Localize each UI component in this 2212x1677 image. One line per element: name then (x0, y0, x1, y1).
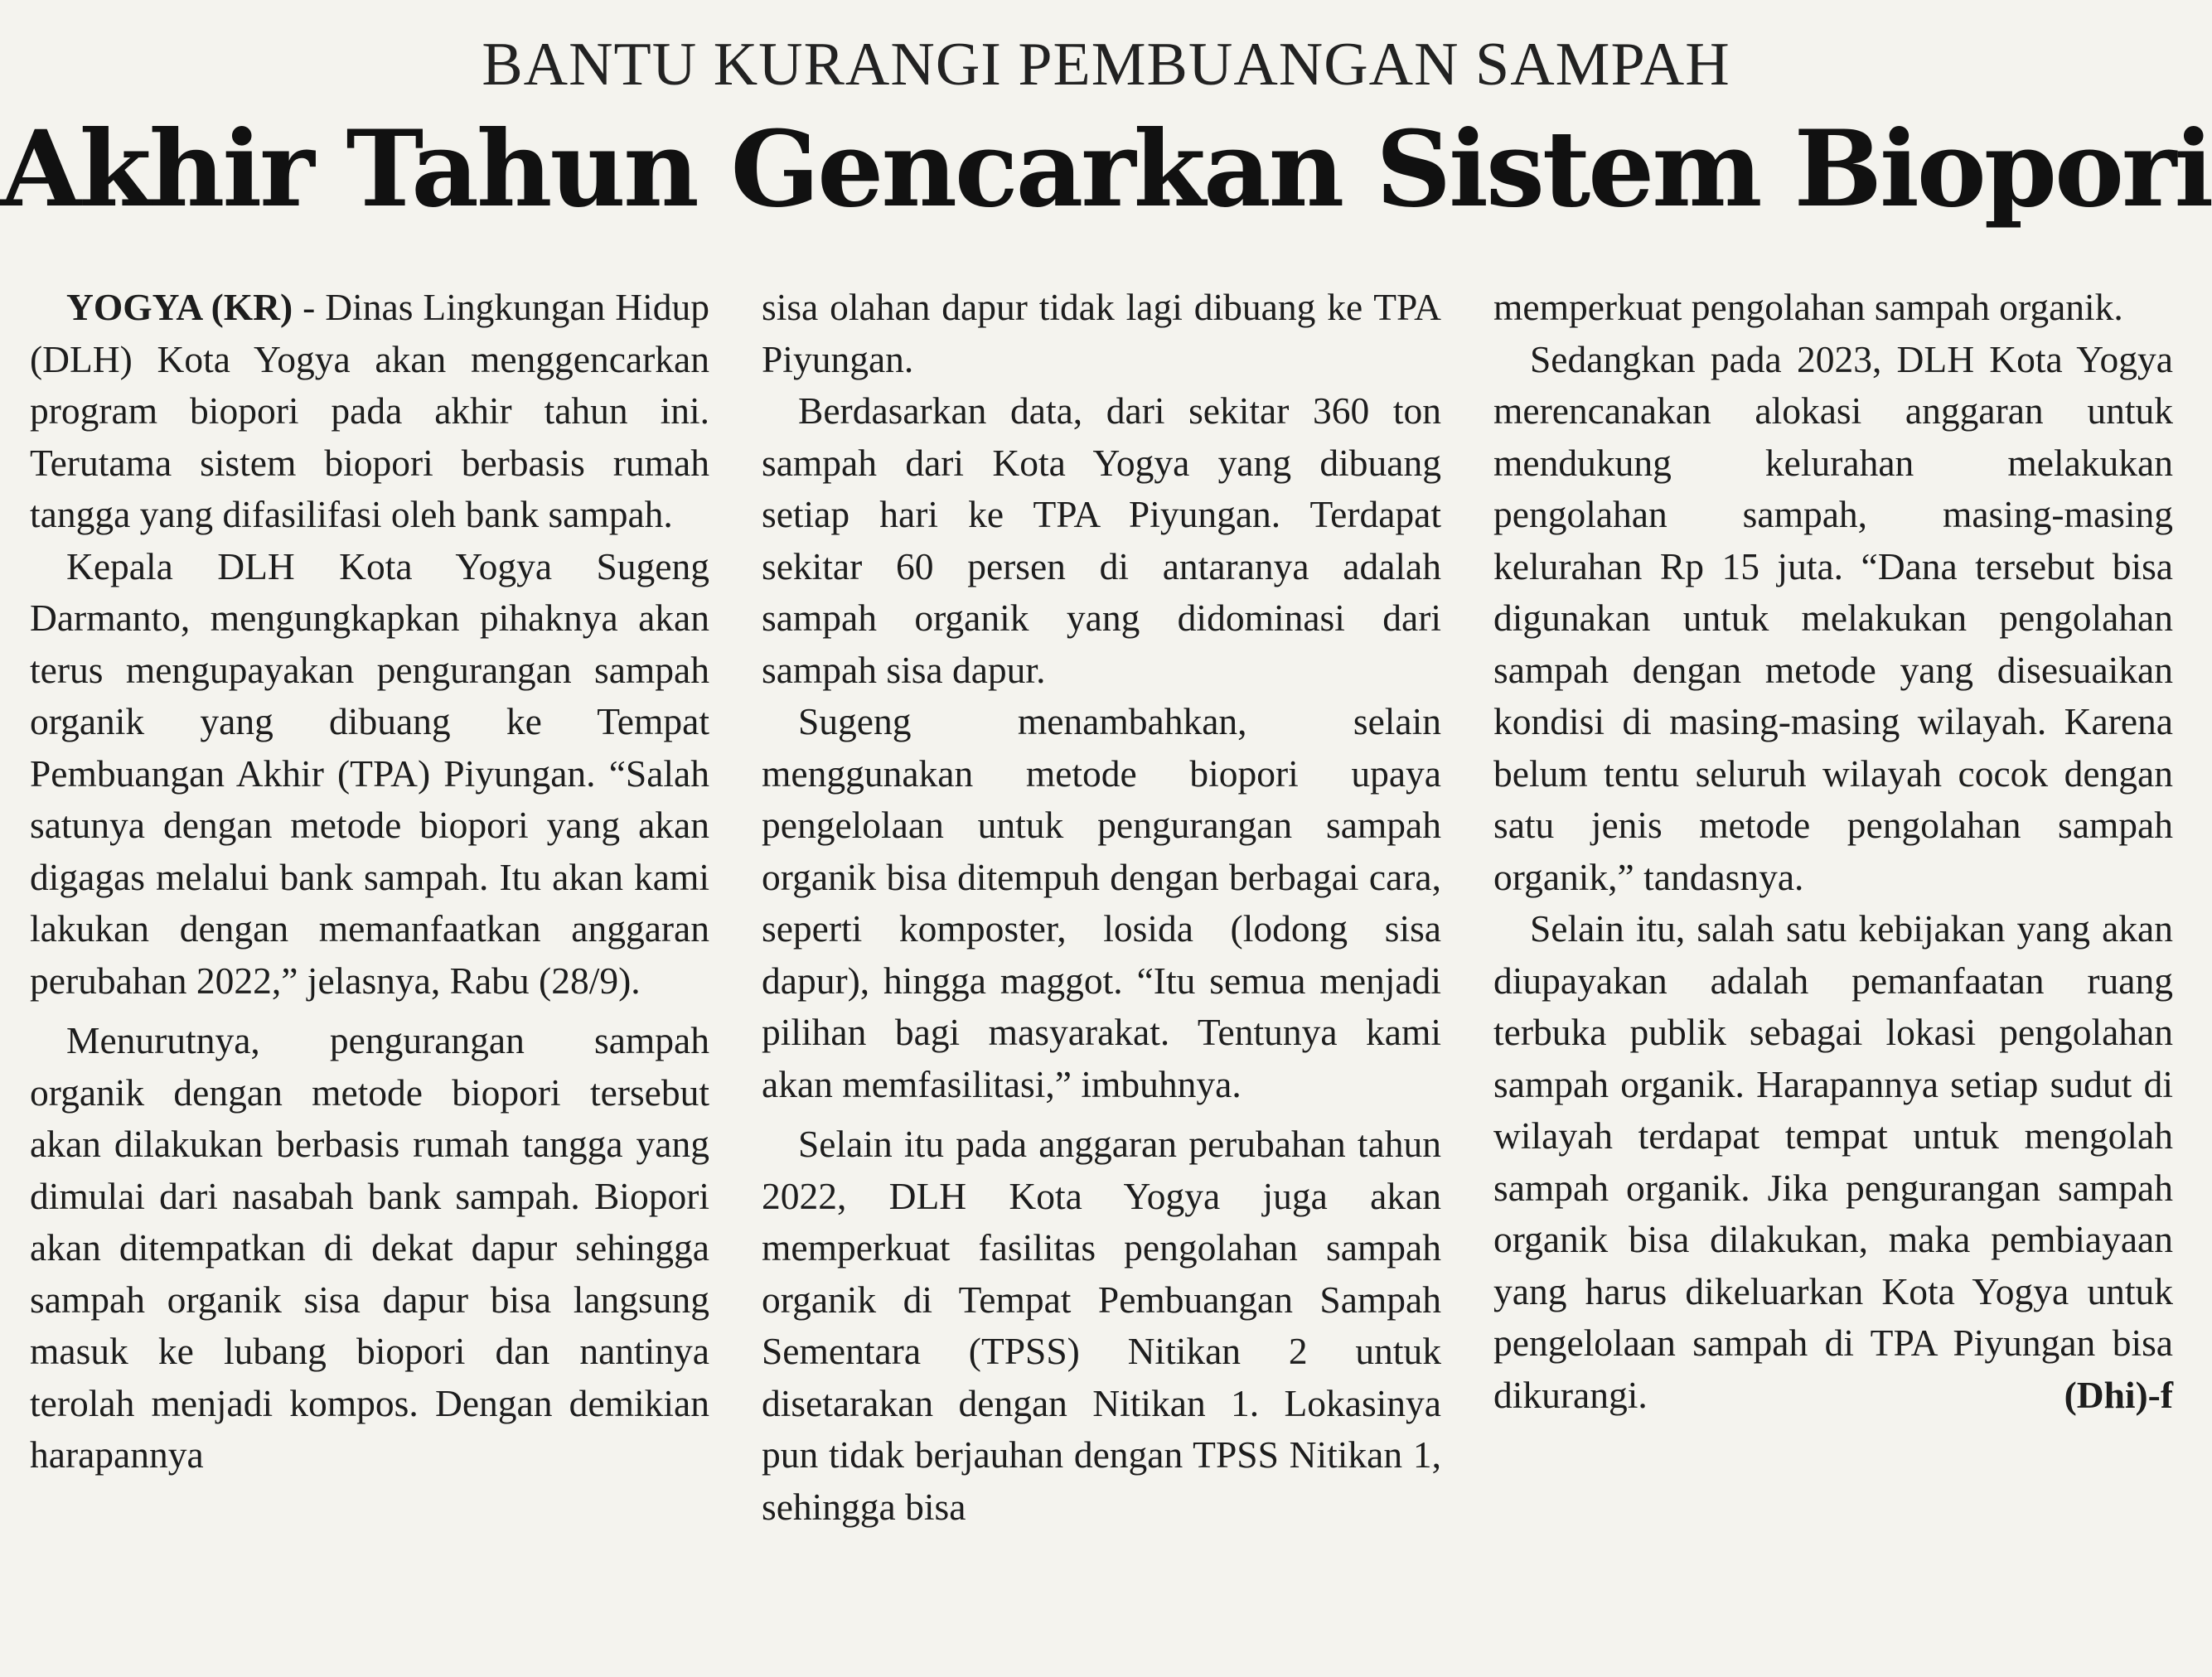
paragraph: Selain itu pada anggaran perubahan tahun 2022, DLH Kota Yogya juga akan memperkuat fasilitas pengolahan sampah organik di Tempat Pembuangan Sampah Sementara (TPSS) Nitikan 2 untuk disetarakan dengan Nitikan 1. Lokasinya pun tidak berjauhan dengan TPSS Nitikan 1, sehingga bisa (762, 1123, 1441, 1528)
article-headline: Akhir Tahun Gencarkan Sistem Biopori (0, 108, 2212, 230)
paragraph: Berdasarkan data, dari sekitar 360 ton sampah dari Kota Yogya yang dibuang setiap hari ke TPA Piyungan. Terdapat sekitar 60 persen di antaranya adalah sampah organik yang didominasi dari sampah sisa dapur. (762, 389, 1441, 691)
article-kicker: BANTU KURANGI PEMBUANGAN SAMPAH (482, 31, 1730, 99)
paragraph: sisa olahan dapur tidak lagi dibuang ke TPA Piyungan. (762, 286, 1441, 380)
paragraph: Sugeng menambahkan, selain menggunakan metode biopori upaya pengelolaan untuk pengurangan sampah organik bisa ditempuh dengan berbagai cara, seperti komposter, losida (lodong sisa dapur), hingga maggot. “Itu semua menjadi pilihan bagi masyarakat. Tentunya kami akan memfasilitasi,” imbuhnya. (762, 700, 1441, 1105)
article-column-1 (30, 282, 709, 1481)
paragraph: Sedangkan pada 2023, DLH Kota Yogya merencanakan alokasi anggaran untuk mendukung kelurahan melakukan pengolahan sampah, masing-masing kelurahan Rp 15 juta. “Dana tersebut bisa digunakan untuk melakukan pengolahan sampah dengan metode yang disesuaikan kondisi di masing-masing wilayah. Karena belum tentu seluruh wilayah cocok dengan satu jenis metode pengolahan sampah organik,” tandasnya. (1493, 337, 2173, 898)
article-column-2 (762, 282, 1441, 1533)
article-column-3 (1493, 282, 2173, 1421)
paragraph (30, 282, 709, 541)
paragraph: Kepala DLH Kota Yogya Sugeng Darmanto, mengungkapkan pihaknya akan terus mengupayakan pengurangan sampah organik yang dibuang ke Tempat Pembuangan Akhir (TPA) Piyungan. “Salah satunya dengan metode biopori yang akan digagas melalui bank sampah. Itu akan kami lakukan dengan memanfaatkan anggaran perubahan 2022,” jelasnya, Rabu (28/9). (30, 544, 709, 1002)
paragraph (1493, 903, 2173, 1421)
paragraph: Menurutnya, pengurangan sampah organik dengan metode biopori tersebut akan dilakukan berbasis rumah tangga yang dimulai dari nasabah bank sampah. Biopori akan ditempatkan di dekat dapur sehingga sampah organik sisa dapur bisa langsung masuk ke lubang biopori dan nantinya terolah menjadi kompos. Dengan demikian harapannya (30, 1019, 709, 1476)
paragraph: memperkuat pengolahan sampah organik. (1493, 286, 2123, 328)
byline: (Dhi)-f (2064, 1373, 2173, 1416)
dateline: YOGYA (KR) (66, 286, 293, 328)
paragraph-text: - Dinas Lingkungan Hidup (DLH) Kota Yogya akan menggencarkan program biopori pada akhir tahun ini. Terutama sistem biopori berbasis rumah tangga yang difasilifasi oleh bank sampah. (30, 286, 709, 535)
paragraph-text: Selain itu, salah satu kebijakan yang akan diupayakan adalah pemanfaatan ruang terbuka publik sebagai lokasi pengolahan sampah organik. Harapannya setiap sudut di wilayah terdapat tempat untuk mengolah sampah organik. Jika pengurangan sampah organik bisa dilakukan, maka pembiayaan yang harus dikeluarkan Kota Yogya untuk pengelolaan sampah di TPA Piyungan bisa dikurangi. (1493, 907, 2173, 1416)
